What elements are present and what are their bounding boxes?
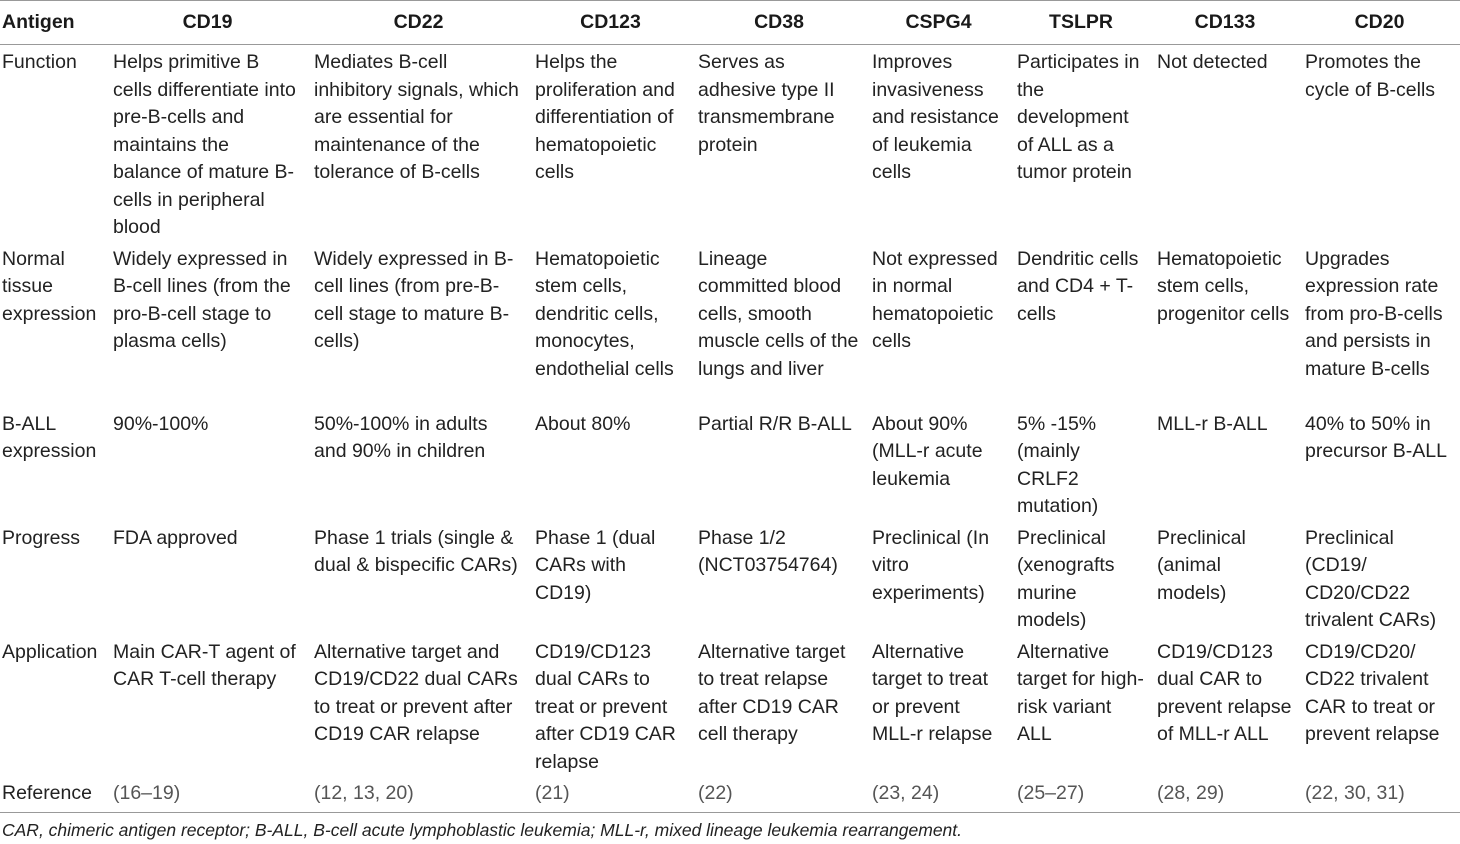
header-cd38: CD38 — [754, 10, 804, 33]
table-cell: Promotes the cycle of B-cells — [1305, 51, 1436, 101]
reference-link[interactable]: (23, 24) — [872, 782, 940, 804]
table-cell: Helps primitive B cells differentiate into pre-B-cells and maintains the balance of mature B-cells in peripheral blood — [113, 51, 296, 238]
table-cell: Serves as adhesive type II transmembrane protein — [698, 51, 835, 156]
table-cell: Participates in the development of ALL as a tumor protein — [1017, 51, 1140, 183]
table-cell: Hematopoietic stem cells, progenitor cells — [1157, 247, 1290, 325]
reference-link[interactable]: (22, 30, 31) — [1305, 782, 1405, 804]
reference-link[interactable]: (22) — [698, 782, 733, 804]
table-cell: Preclinical (CD19/ CD20/CD22 trivalent CARs) — [1305, 526, 1437, 631]
table-body — [0, 45, 1460, 813]
table-cell: Alternative target to treat relapse after CD19 CAR cell therapy — [698, 640, 846, 745]
row-label-b-all-expression: B-ALL expression — [2, 412, 97, 462]
table-cell: Not detected — [1157, 51, 1268, 73]
table-cell: Helps the proliferation and differentiation of hematopoietic cells — [535, 51, 675, 183]
header-cd22: CD22 — [393, 10, 444, 33]
table-cell: Hematopoietic stem cells, dendritic cells, monocytes, endothelial cells — [535, 247, 674, 380]
table-cell: 50%-100% in adults and 90% in children — [314, 412, 488, 462]
table-cell: Alternative target to treat or prevent MLL-r relapse — [872, 640, 993, 745]
row-progress — [0, 521, 1460, 635]
table-cell: Mediates B-cell inhibitory signals, which are essential for maintenance of the tolerance of B-cells — [314, 51, 519, 183]
table-cell: Main CAR-T agent of CAR T-cell therapy — [113, 640, 296, 690]
table-cell: CD19/CD123 dual CAR to prevent relapse of MLL-r ALL — [1157, 640, 1292, 745]
table-cell: 90%-100% — [113, 412, 209, 435]
row-label-normal-tissue-expression: Normal tissue expression — [2, 247, 97, 325]
row-b-all-expression — [0, 407, 1460, 521]
reference-link[interactable]: (28, 29) — [1157, 782, 1225, 804]
header-tslpr: TSLPR — [1049, 10, 1113, 33]
table-cell: Phase 1/2 (NCT03754764) — [698, 526, 838, 576]
table-cell: MLL-r B-ALL — [1157, 412, 1268, 435]
table-cell: About 90% (MLL-r acute leukemia — [872, 412, 983, 490]
reference-link[interactable]: (12, 13, 20) — [314, 782, 414, 804]
table-cell: Not expressed in normal hematopoietic cells — [872, 247, 998, 352]
row-application — [0, 635, 1460, 777]
header-row — [0, 1, 1460, 45]
table-footnote: CAR, chimeric antigen receptor; B-ALL, B-cell acute lymphoblastic leukemia; MLL-r, mixed lineage leukemia rearrangement. — [2, 820, 963, 840]
table-cell: Lineage committed blood cells, smooth muscle cells of the lungs and liver — [698, 247, 859, 380]
row-normal-tissue-expression — [0, 242, 1460, 407]
table-cell: Alternative target for high-risk variant ALL — [1017, 640, 1144, 745]
table-cell: Partial R/R B-ALL — [698, 412, 852, 435]
header-cd19: CD19 — [182, 10, 233, 33]
table-cell: Preclinical (xenografts murine models) — [1017, 526, 1115, 631]
reference-link[interactable]: (25–27) — [1017, 782, 1085, 804]
table-cell: About 80% — [535, 412, 631, 435]
reference-link[interactable]: (16–19) — [113, 782, 181, 804]
table-cell: Phase 1 trials (single & dual & bispecific CARs) — [314, 526, 518, 576]
table-header — [0, 1, 1460, 45]
row-label-application: Application — [2, 640, 98, 663]
row-function — [0, 45, 1460, 242]
row-label-function: Function — [2, 51, 77, 73]
table-cell: CD19/CD20/ CD22 trivalent CAR to treat or prevent relapse — [1305, 640, 1440, 745]
table-cell: Preclinical (In vitro experiments) — [872, 526, 990, 604]
table-cell: Dendritic cells and CD4 + T-cells — [1017, 247, 1139, 325]
table-cell: Widely expressed in B-cell lines (from the pro-B-cell stage to plasma cells) — [113, 247, 291, 352]
table-cell: CD19/CD123 dual CARs to treat or prevent after CD19 CAR relapse — [535, 640, 676, 773]
table-cell: Widely expressed in B-cell lines (from pre-B-cell stage to mature B-cells) — [314, 247, 514, 352]
table-cell: 40% to 50% in precursor B-ALL — [1305, 412, 1447, 462]
header-cspg4: CSPG4 — [905, 10, 972, 33]
table-cell: Alternative target and CD19/CD22 dual CARs to treat or prevent after CD19 CAR relapse — [314, 640, 518, 745]
table-cell: Upgrades expression rate from pro-B-cells and persists in mature B-cells — [1305, 247, 1443, 380]
row-label-progress: Progress — [2, 526, 81, 549]
table-cell: FDA approved — [113, 526, 238, 549]
header-antigen: Antigen — [2, 10, 75, 33]
row-reference — [0, 776, 1460, 812]
table-cell: Preclinical (animal models) — [1157, 526, 1246, 604]
header-cd133: CD133 — [1194, 10, 1256, 33]
header-cd20: CD20 — [1354, 10, 1405, 33]
table-cell: 5% -15% (mainly CRLF2 mutation) — [1017, 412, 1099, 517]
row-label-reference: Reference — [2, 782, 92, 804]
table-cell: Phase 1 (dual CARs with CD19) — [535, 526, 656, 604]
table-cell: Improves invasiveness and resistance of leukemia cells — [872, 51, 999, 183]
header-cd123: CD123 — [580, 10, 641, 33]
reference-link[interactable]: (21) — [535, 782, 570, 804]
